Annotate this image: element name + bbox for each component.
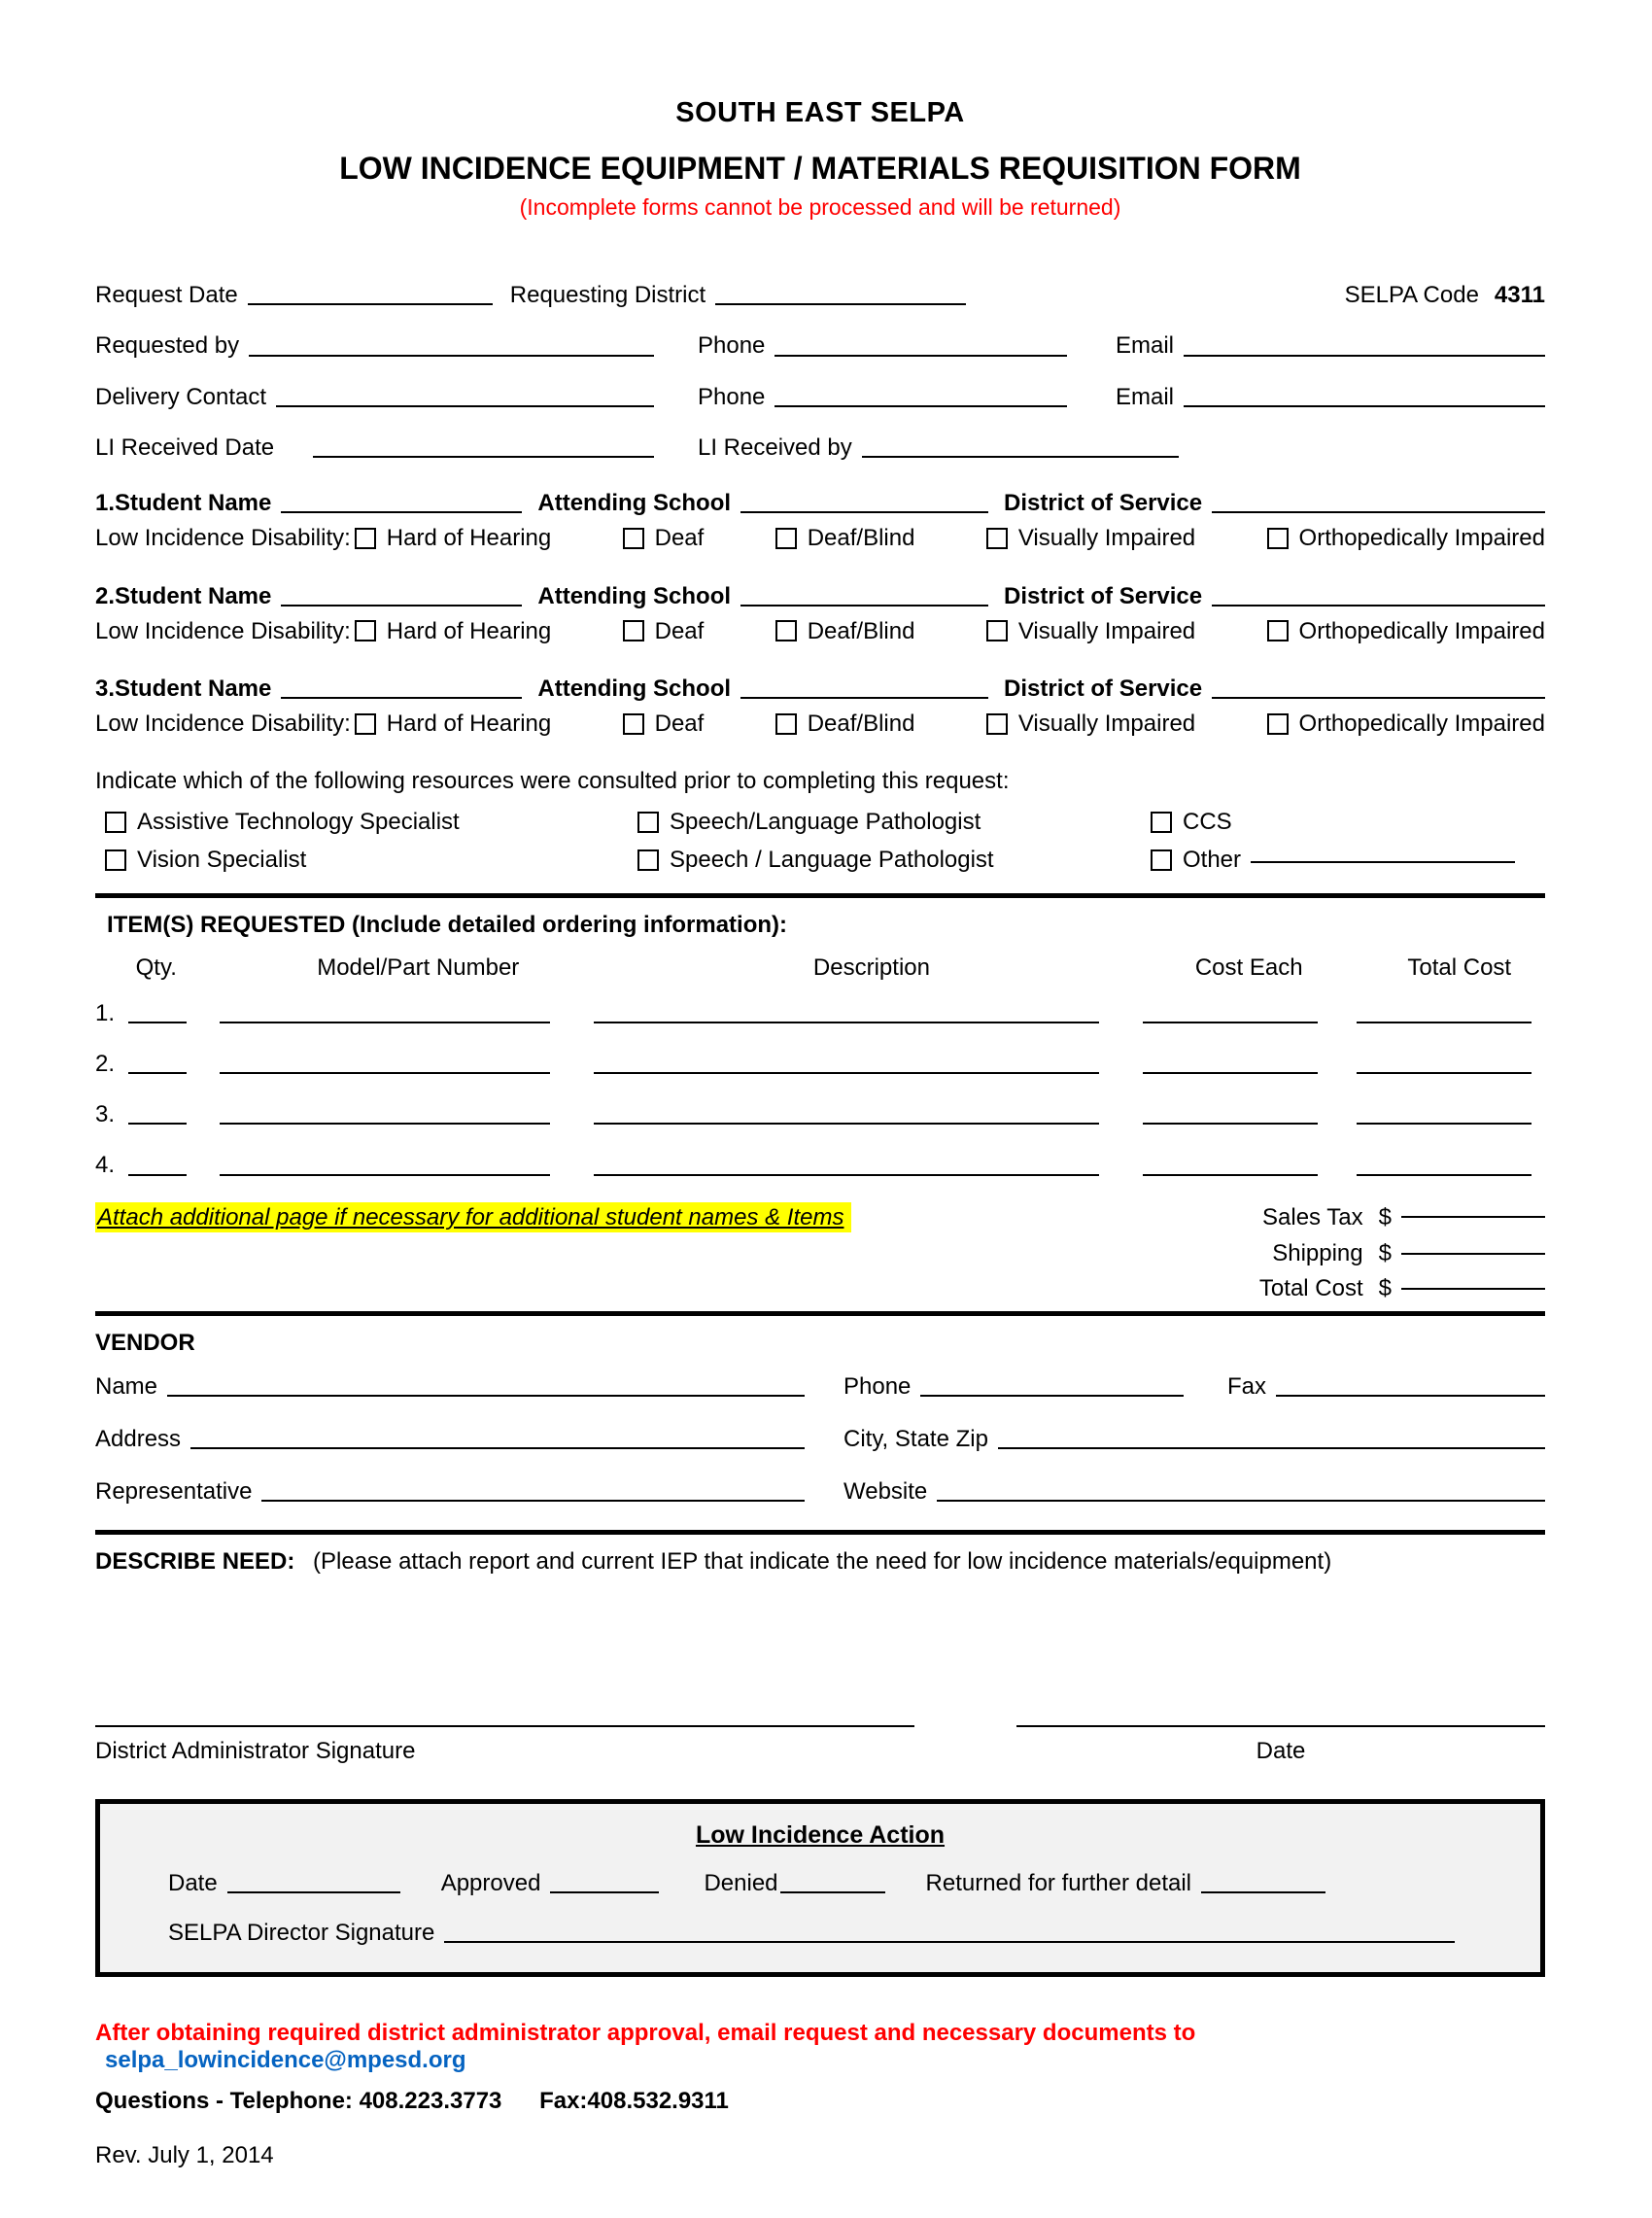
description-header: Description bbox=[812, 953, 930, 981]
sales-tax-label: Sales Tax bbox=[1262, 1203, 1363, 1230]
requested-by-phone-field[interactable] bbox=[774, 351, 1067, 357]
requested-by-row bbox=[95, 331, 1545, 360]
selpa-code-label: SELPA Code bbox=[1344, 282, 1479, 308]
resources-section bbox=[95, 768, 1545, 874]
request-date-field[interactable] bbox=[248, 299, 493, 305]
student-3-deaf-label: Deaf bbox=[654, 710, 705, 738]
vendor-address-row bbox=[95, 1425, 1545, 1453]
low-incidence-action-box bbox=[95, 1799, 1545, 1978]
vendor-fax-field[interactable] bbox=[1276, 1391, 1545, 1397]
student-3-visually-impaired-label: Visually Impaired bbox=[1017, 710, 1196, 738]
student-2-district-field[interactable] bbox=[1212, 601, 1545, 606]
li-received-date-field[interactable] bbox=[313, 452, 654, 458]
student-2-deaf-checkbox[interactable] bbox=[623, 620, 644, 641]
vendor-website-label: Website bbox=[843, 1478, 928, 1506]
student-2-deaf-blind-label: Deaf/Blind bbox=[807, 617, 915, 644]
shipping-currency: $ bbox=[1378, 1239, 1392, 1266]
student-1-name-row bbox=[95, 489, 1545, 517]
student-3-hard-of-hearing-checkbox[interactable] bbox=[355, 713, 376, 735]
signature-section bbox=[95, 1721, 1545, 1765]
student-1-name-field[interactable] bbox=[281, 507, 522, 513]
student-3-deaf-blind-label: Deaf/Blind bbox=[807, 710, 915, 738]
student-1-district-label: District of Service bbox=[1004, 490, 1203, 517]
student-1-orthopedically-impaired-checkbox[interactable] bbox=[1267, 528, 1289, 549]
student-1-school-label: Attending School bbox=[537, 490, 732, 517]
request-date-label: Request Date bbox=[95, 282, 238, 308]
total-cost-label: Total Cost bbox=[1258, 1275, 1363, 1302]
student-2-hard-of-hearing-checkbox[interactable] bbox=[355, 620, 376, 641]
student-3-visually-impaired-checkbox[interactable] bbox=[986, 713, 1008, 735]
request-date-row bbox=[95, 281, 1545, 309]
district-administrator-signature-label: District Administrator Signature bbox=[95, 1738, 416, 1765]
student-1-orthopedically-impaired-label: Orthopedically Impaired bbox=[1298, 525, 1545, 552]
student-2-orthopedically-impaired-label: Orthopedically Impaired bbox=[1298, 617, 1545, 644]
action-returned-label: Returned for further detail bbox=[925, 1869, 1191, 1896]
total-cost-row bbox=[95, 1274, 1545, 1302]
student-2-deaf-blind-checkbox[interactable] bbox=[775, 620, 797, 641]
vendor-address-field[interactable] bbox=[190, 1443, 805, 1449]
student-2-name-row bbox=[95, 582, 1545, 610]
item-2-number: 2. bbox=[95, 1050, 116, 1077]
cost-each-header: Cost Each bbox=[1194, 953, 1303, 981]
email-instruction bbox=[95, 2020, 1545, 2074]
student-2-school-field[interactable] bbox=[740, 601, 988, 606]
item-3-model-field[interactable] bbox=[220, 1119, 550, 1125]
org-title: SOUTH EAST SELPA bbox=[675, 97, 965, 128]
item-3-cost-each-field[interactable] bbox=[1143, 1119, 1318, 1125]
vendor-name-row bbox=[95, 1372, 1545, 1401]
speech-language-pathologist-label: Speech/Language Pathologist bbox=[670, 808, 981, 835]
student-3-deaf-checkbox[interactable] bbox=[623, 713, 644, 735]
selpa-code-value: 4311 bbox=[1494, 282, 1545, 308]
student-1-visually-impaired-checkbox[interactable] bbox=[986, 528, 1008, 549]
action-approved-label: Approved bbox=[440, 1869, 541, 1896]
action-denied-label: Denied bbox=[704, 1869, 778, 1896]
vendor-section bbox=[95, 1330, 1545, 1507]
vendor-name-field[interactable] bbox=[167, 1391, 805, 1397]
selpa-director-signature-label: SELPA Director Signature bbox=[168, 1919, 435, 1946]
student-3-orthopedically-impaired-checkbox[interactable] bbox=[1267, 713, 1289, 735]
student-1-deaf-checkbox[interactable] bbox=[623, 528, 644, 549]
describe-need-note: (Please attach report and current IEP that indicate the need for low incidence materials/equipment) bbox=[313, 1548, 1332, 1576]
shipping-label: Shipping bbox=[1272, 1239, 1363, 1266]
resources-grid bbox=[95, 809, 1545, 874]
describe-need-section bbox=[95, 1548, 1545, 1721]
requested-by-field[interactable] bbox=[249, 351, 654, 357]
attach-additional-page-note: Attach additional page if necessary for additional student names & Items bbox=[95, 1202, 851, 1232]
student-1-disability-label: Low Incidence Disability: bbox=[95, 525, 351, 552]
action-decision-row bbox=[168, 1869, 1472, 1897]
sales-tax-field[interactable] bbox=[1401, 1212, 1545, 1218]
form-footer bbox=[95, 2020, 1545, 2169]
student-1-section bbox=[95, 489, 1545, 553]
total-cost-header: Total Cost bbox=[1407, 953, 1512, 981]
speech-language-pathologist-2-label: Speech / Language Pathologist bbox=[670, 846, 994, 873]
students-section bbox=[95, 489, 1545, 739]
delivery-contact-field[interactable] bbox=[276, 401, 654, 407]
student-2-orthopedically-impaired-checkbox[interactable] bbox=[1267, 620, 1289, 641]
signature-date-field[interactable] bbox=[1016, 1721, 1545, 1727]
items-title: ITEM(S) REQUESTED (Include detailed ordering information): bbox=[107, 911, 788, 938]
item-1-cost-each-field[interactable] bbox=[1143, 1018, 1318, 1023]
student-3-orthopedically-impaired-label: Orthopedically Impaired bbox=[1298, 710, 1545, 738]
li-received-row bbox=[95, 433, 1545, 462]
district-administrator-signature-field[interactable] bbox=[95, 1721, 914, 1727]
student-3-hard-of-hearing-label: Hard of Hearing bbox=[386, 710, 552, 738]
item-3-description-field[interactable] bbox=[594, 1119, 1099, 1125]
item-4-number: 4. bbox=[95, 1152, 116, 1179]
requested-by-label: Requested by bbox=[95, 332, 240, 360]
form-header bbox=[95, 97, 1545, 221]
student-3-disability-label: Low Incidence Disability: bbox=[95, 710, 351, 738]
item-4-total-cost-field[interactable] bbox=[1357, 1170, 1532, 1176]
vendor-website-field[interactable] bbox=[937, 1496, 1545, 1502]
other-field[interactable] bbox=[1251, 857, 1515, 863]
selpa-director-signature-row bbox=[168, 1919, 1472, 1947]
sales-tax-row bbox=[95, 1202, 1545, 1232]
sales-tax-currency: $ bbox=[1378, 1203, 1392, 1230]
vendor-representative-field[interactable] bbox=[261, 1496, 805, 1502]
student-2-district-label: District of Service bbox=[1004, 582, 1203, 609]
item-2-model-field[interactable] bbox=[220, 1068, 550, 1074]
vendor-title: VENDOR bbox=[95, 1329, 195, 1356]
describe-need-title: DESCRIBE NEED: bbox=[95, 1548, 295, 1576]
vendor-city-state-zip-field[interactable] bbox=[998, 1443, 1545, 1449]
item-3-number: 3. bbox=[95, 1101, 116, 1128]
student-1-deaf-label: Deaf bbox=[654, 525, 705, 552]
items-divider bbox=[95, 893, 1545, 898]
student-3-school-field[interactable] bbox=[740, 693, 988, 699]
other-checkbox[interactable] bbox=[1151, 849, 1172, 871]
incomplete-forms-note: (Incomplete forms cannot be processed and will be returned) bbox=[519, 194, 1121, 220]
vendor-fax-label: Fax bbox=[1227, 1372, 1267, 1400]
item-1-model-field[interactable] bbox=[220, 1018, 550, 1023]
action-denied-field[interactable] bbox=[780, 1888, 885, 1893]
action-approved-field[interactable] bbox=[550, 1888, 659, 1893]
vendor-city-state-zip-label: City, State Zip bbox=[843, 1425, 988, 1452]
student-2-visually-impaired-checkbox[interactable] bbox=[986, 620, 1008, 641]
action-returned-field[interactable] bbox=[1201, 1888, 1325, 1893]
item-4-description-field[interactable] bbox=[594, 1170, 1099, 1176]
questions-phone: Questions - Telephone: 408.223.3773 bbox=[95, 2088, 502, 2115]
delivery-contact-email-field[interactable] bbox=[1184, 401, 1545, 407]
delivery-contact-row bbox=[95, 383, 1545, 411]
item-1-total-cost-field[interactable] bbox=[1357, 1018, 1532, 1023]
vendor-representative-label: Representative bbox=[95, 1478, 253, 1506]
questions-line bbox=[95, 2088, 1545, 2115]
assistive-technology-label: Assistive Technology Specialist bbox=[137, 808, 460, 835]
vendor-representative-row bbox=[95, 1477, 1545, 1506]
student-2-name-field[interactable] bbox=[281, 601, 522, 606]
vendor-phone-label: Phone bbox=[843, 1372, 912, 1400]
describe-need-divider bbox=[95, 1530, 1545, 1535]
student-2-school-label: Attending School bbox=[537, 582, 732, 609]
student-2-disability-row bbox=[95, 617, 1545, 645]
requested-by-phone-label: Phone bbox=[698, 332, 766, 360]
item-2-total-cost-field[interactable] bbox=[1357, 1068, 1532, 1074]
describe-need-writing-area[interactable] bbox=[95, 1576, 1545, 1721]
speech-language-pathologist-2-checkbox[interactable] bbox=[637, 849, 659, 871]
items-section bbox=[95, 912, 1545, 1303]
action-date-label: Date bbox=[168, 1869, 218, 1896]
email-instruction-text: After obtaining required district administrator approval, email request and necessary documents to bbox=[95, 2020, 1196, 2047]
student-1-district-field[interactable] bbox=[1212, 507, 1545, 513]
item-2-qty-field[interactable] bbox=[128, 1068, 187, 1074]
student-2-disability-label: Low Incidence Disability: bbox=[95, 617, 351, 644]
student-2-deaf-label: Deaf bbox=[654, 617, 705, 644]
low-incidence-action-title: Low Incidence Action bbox=[695, 1820, 946, 1849]
student-1-disability-row bbox=[95, 524, 1545, 552]
li-received-by-field[interactable] bbox=[862, 452, 1179, 458]
model-header: Model/Part Number bbox=[317, 953, 520, 981]
ccs-checkbox[interactable] bbox=[1151, 812, 1172, 833]
student-1-deaf-blind-checkbox[interactable] bbox=[775, 528, 797, 549]
items-header-row bbox=[95, 954, 1545, 982]
request-info-section bbox=[95, 281, 1545, 462]
other-label: Other bbox=[1183, 846, 1242, 873]
student-1-name-label: 1.Student Name bbox=[95, 490, 272, 517]
item-1-number: 1. bbox=[95, 999, 116, 1026]
student-3-district-field[interactable] bbox=[1212, 693, 1545, 699]
qty-header: Qty. bbox=[135, 953, 177, 981]
vendor-name-label: Name bbox=[95, 1372, 158, 1400]
student-2-hard-of-hearing-label: Hard of Hearing bbox=[386, 617, 552, 644]
item-2-description-field[interactable] bbox=[594, 1068, 1099, 1074]
student-1-deaf-blind-label: Deaf/Blind bbox=[807, 525, 915, 552]
ccs-label: CCS bbox=[1183, 808, 1232, 835]
vision-specialist-checkbox[interactable] bbox=[105, 849, 126, 871]
student-1-hard-of-hearing-label: Hard of Hearing bbox=[386, 525, 552, 552]
vendor-phone-field[interactable] bbox=[920, 1391, 1184, 1397]
student-3-school-label: Attending School bbox=[537, 676, 732, 703]
li-received-date-label: LI Received Date bbox=[95, 433, 275, 461]
student-3-section bbox=[95, 675, 1545, 739]
vision-specialist-label: Vision Specialist bbox=[137, 846, 307, 873]
revision-date: Rev. July 1, 2014 bbox=[95, 2142, 274, 2169]
item-row-3 bbox=[95, 1100, 1545, 1128]
questions-fax: Fax:408.532.9311 bbox=[539, 2088, 729, 2115]
item-row-1 bbox=[95, 999, 1545, 1027]
student-1-hard-of-hearing-checkbox[interactable] bbox=[355, 528, 376, 549]
student-1-visually-impaired-label: Visually Impaired bbox=[1017, 525, 1196, 552]
delivery-contact-email-label: Email bbox=[1116, 383, 1175, 410]
delivery-contact-label: Delivery Contact bbox=[95, 383, 267, 410]
item-1-description-field[interactable] bbox=[594, 1018, 1099, 1023]
item-3-qty-field[interactable] bbox=[128, 1119, 187, 1125]
assistive-technology-checkbox[interactable] bbox=[105, 812, 126, 833]
item-3-total-cost-field[interactable] bbox=[1357, 1119, 1532, 1125]
speech-language-pathologist-checkbox[interactable] bbox=[637, 812, 659, 833]
item-2-cost-each-field[interactable] bbox=[1143, 1068, 1318, 1074]
li-received-by-label: LI Received by bbox=[698, 433, 852, 461]
form-title: LOW INCIDENCE EQUIPMENT / MATERIALS REQUISITION FORM bbox=[339, 151, 1301, 186]
student-3-district-label: District of Service bbox=[1004, 676, 1203, 703]
selpa-email-link[interactable]: selpa_lowincidence@mpesd.org bbox=[105, 2047, 466, 2074]
shipping-field[interactable] bbox=[1401, 1249, 1545, 1255]
item-row-2 bbox=[95, 1050, 1545, 1078]
student-3-name-label: 3.Student Name bbox=[95, 676, 272, 703]
vendor-divider bbox=[95, 1311, 1545, 1316]
student-2-section bbox=[95, 582, 1545, 646]
delivery-contact-phone-label: Phone bbox=[698, 383, 766, 410]
action-date-field[interactable] bbox=[227, 1888, 400, 1893]
requested-by-email-field[interactable] bbox=[1184, 351, 1545, 357]
delivery-contact-phone-field[interactable] bbox=[774, 401, 1067, 407]
item-row-4 bbox=[95, 1151, 1545, 1179]
student-2-visually-impaired-label: Visually Impaired bbox=[1017, 617, 1196, 644]
student-3-deaf-blind-checkbox[interactable] bbox=[775, 713, 797, 735]
vendor-address-label: Address bbox=[95, 1425, 182, 1452]
student-3-name-row bbox=[95, 675, 1545, 703]
requested-by-email-label: Email bbox=[1116, 332, 1175, 360]
selpa-director-signature-field[interactable] bbox=[444, 1937, 1455, 1943]
signature-date-label: Date bbox=[1256, 1738, 1306, 1765]
requesting-district-label: Requesting District bbox=[509, 282, 706, 308]
student-3-name-field[interactable] bbox=[281, 693, 522, 699]
shipping-row bbox=[95, 1239, 1545, 1267]
item-4-qty-field[interactable] bbox=[128, 1170, 187, 1176]
item-4-model-field[interactable] bbox=[220, 1170, 550, 1176]
resources-intro: Indicate which of the following resources were consulted prior to completing this request: bbox=[95, 767, 1010, 794]
item-1-qty-field[interactable] bbox=[128, 1018, 187, 1023]
requesting-district-field[interactable] bbox=[715, 299, 966, 305]
total-cost-currency: $ bbox=[1378, 1275, 1392, 1302]
student-3-disability-row bbox=[95, 710, 1545, 738]
item-4-cost-each-field[interactable] bbox=[1143, 1170, 1318, 1176]
student-1-school-field[interactable] bbox=[740, 507, 988, 513]
student-2-name-label: 2.Student Name bbox=[95, 582, 272, 609]
total-cost-field[interactable] bbox=[1401, 1284, 1545, 1290]
